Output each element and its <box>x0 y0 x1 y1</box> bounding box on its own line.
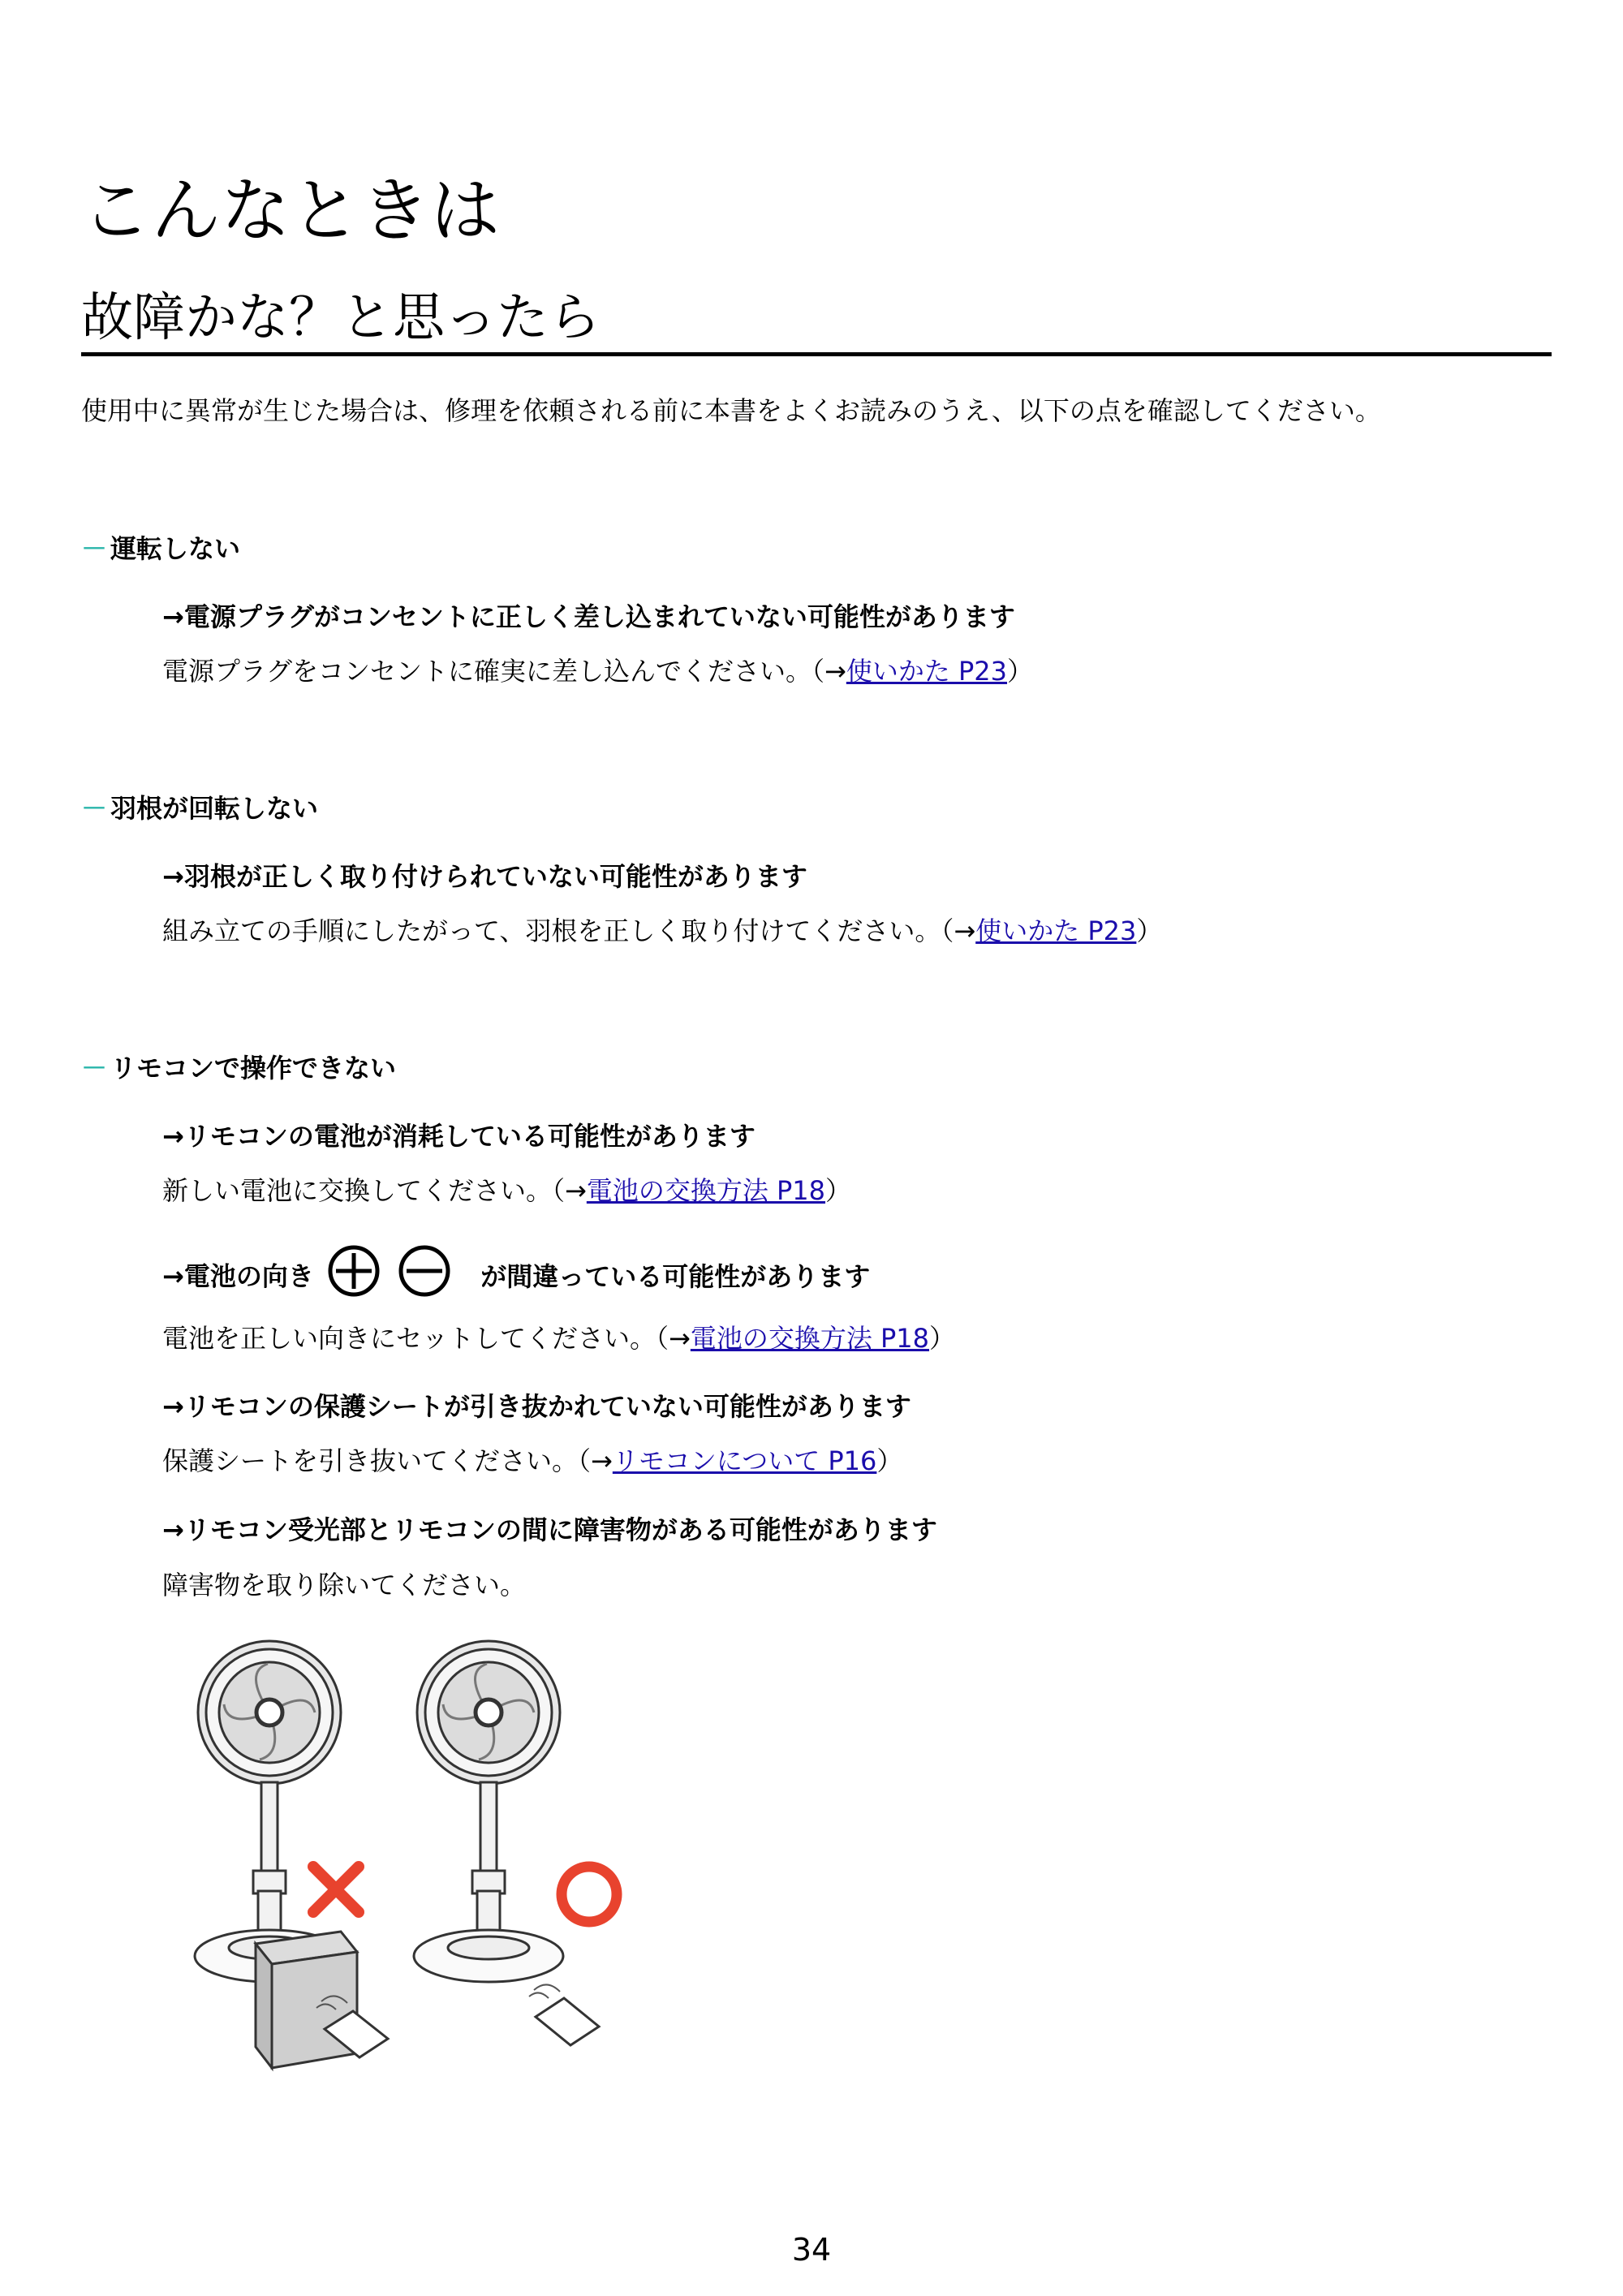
remedy-body: 電源プラグをコンセントに確実に差し込んでください。（→ <box>162 656 846 687</box>
topic-dash: － <box>81 533 108 564</box>
chapter-title: こんなときは <box>81 170 500 252</box>
remedy-body: 新しい電池に交換してください。（→ <box>162 1175 587 1206</box>
section-title: 故障かな？と思ったら <box>81 288 601 348</box>
remedy-body: 組み立ての手順にしたがって、羽根を正しく取り付けてください。（→ <box>162 915 976 946</box>
remedy-text <box>162 654 1033 688</box>
cause-text: →羽根が正しく取り付けられていない可能性があります <box>162 861 807 892</box>
page-reference-link[interactable]: 電池の交換方法 P18 <box>586 1175 826 1206</box>
topic-title: リモコンで操作できない <box>110 1053 397 1083</box>
remedy-close: ） <box>1007 656 1034 687</box>
remedy-body: 電池を正しい向きにセットしてください。（→ <box>162 1323 691 1354</box>
page-number: 34 <box>791 2232 832 2268</box>
remedy-text <box>162 1174 851 1208</box>
topic-dash: － <box>81 1053 108 1083</box>
fan-icon-clear <box>414 1641 563 1982</box>
remedy-text <box>162 914 1162 948</box>
page-reference-link[interactable]: 使いかた P23 <box>975 915 1137 946</box>
remote-control-icon-clear <box>529 1984 599 2045</box>
topic-heading-not-running <box>81 532 240 566</box>
cause-text-battery-orientation <box>162 1243 870 1312</box>
cause-pre: →電池の向き <box>162 1260 314 1292</box>
remedy-text <box>162 1321 955 1355</box>
topic-title: 羽根が回転しない <box>110 793 319 824</box>
remedy-text: 障害物を取り除いてください。 <box>162 1570 527 1600</box>
topic-heading-remote-not-working <box>81 1051 396 1085</box>
remedy-close: ） <box>876 1445 903 1476</box>
cross-mark-icon <box>313 1867 359 1912</box>
remedy-close: ） <box>929 1323 956 1354</box>
minus-polarity-icon <box>397 1243 452 1312</box>
topic-title: 運転しない <box>110 533 241 564</box>
remedy-close: ） <box>1136 915 1163 946</box>
remedy-text <box>162 1444 902 1478</box>
obstacle-box-icon <box>256 1932 357 2068</box>
fan-icon-blocked <box>195 1641 344 1982</box>
cause-post: が間違っている可能性があります <box>480 1260 871 1292</box>
cause-text: →リモコン受光部とリモコンの間に障害物がある可能性があります <box>162 1514 937 1545</box>
page-reference-link[interactable]: リモコンについて P16 <box>612 1445 877 1476</box>
remedy-close: ） <box>825 1175 852 1206</box>
remedy-body: 保護シートを引き抜いてください。（→ <box>162 1445 613 1476</box>
intro-text: 使用中に異常が生じた場合は、修理を依頼される前に本書をよくお読みのうえ、以下の点を確認してください。 <box>81 395 1381 426</box>
section-title-underline <box>81 352 1552 356</box>
circle-mark-icon <box>562 1867 617 1922</box>
page-reference-link[interactable]: 使いかた P23 <box>846 656 1008 687</box>
topic-heading-blade-not-rotating <box>81 791 318 825</box>
cause-text: →リモコンの電池が消耗している可能性があります <box>162 1121 756 1152</box>
cause-text: →電源プラグがコンセントに正しく差し込まれていない可能性があります <box>162 601 1015 632</box>
page-reference-link[interactable]: 電池の交換方法 P18 <box>690 1323 930 1354</box>
cause-text: →リモコンの保護シートが引き抜かれていない可能性があります <box>162 1391 911 1422</box>
plus-polarity-icon <box>326 1243 381 1312</box>
fan-remote-illustration <box>179 1623 649 2081</box>
topic-dash: － <box>81 793 108 824</box>
